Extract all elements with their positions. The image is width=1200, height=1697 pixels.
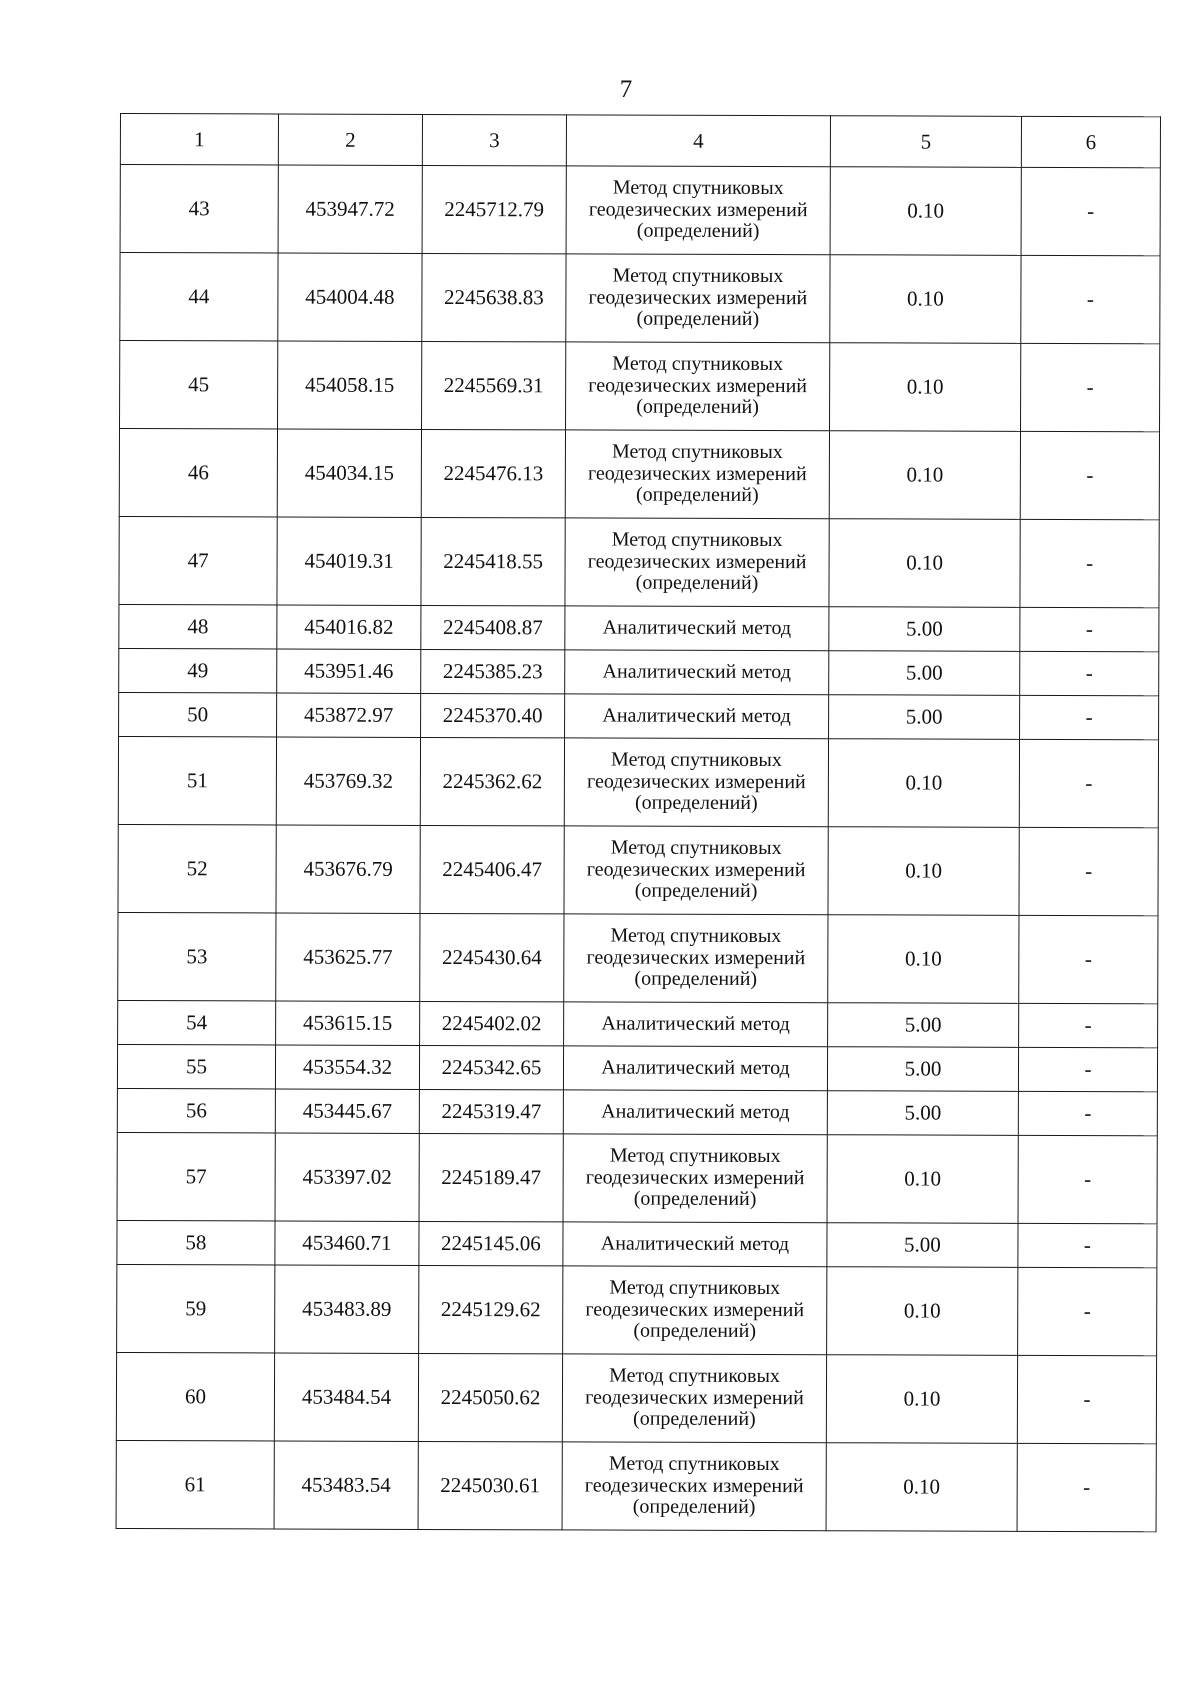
table-row (116, 1440, 1156, 1531)
y-coordinate-cell: 2245385.23 (421, 649, 565, 693)
method-cell: Метод спутниковых геодезических измерений (определений) (563, 1134, 827, 1223)
point-number-cell: 61 (116, 1440, 274, 1528)
x-coordinate-cell: 454034.15 (277, 429, 421, 517)
point-number-cell: 60 (116, 1352, 274, 1440)
y-coordinate-cell: 2245408.87 (421, 605, 565, 649)
description-cell: - (1017, 1443, 1156, 1531)
method-cell: Метод спутниковых геодезических измерений (определений) (566, 254, 830, 343)
table-row (119, 648, 1159, 695)
method-cell: Метод спутниковых геодезических измерений (определений) (562, 1442, 826, 1531)
table-body (116, 114, 1160, 1532)
table-row (120, 253, 1160, 344)
method-cell: Аналитический метод (563, 1222, 827, 1267)
description-cell: - (1017, 1355, 1156, 1443)
y-coordinate-cell: 2245638.83 (422, 253, 566, 341)
point-number-cell: 50 (119, 692, 277, 736)
table-row (120, 165, 1160, 256)
table-row (118, 824, 1158, 915)
point-number-cell: 58 (117, 1220, 275, 1264)
accuracy-cell: 5.00 (828, 1003, 1019, 1048)
accuracy-cell: 5.00 (827, 1047, 1018, 1092)
method-cell: Метод спутниковых геодезических измерений (определений) (565, 430, 829, 519)
point-number-cell: 57 (117, 1132, 275, 1220)
y-coordinate-cell: 2245476.13 (421, 429, 565, 517)
accuracy-cell: 0.10 (827, 1135, 1018, 1224)
y-coordinate-cell: 2245430.64 (420, 913, 564, 1001)
x-coordinate-cell: 453676.79 (276, 825, 420, 913)
y-coordinate-cell: 2245712.79 (422, 165, 566, 253)
x-coordinate-cell: 453445.67 (275, 1089, 419, 1133)
y-coordinate-cell: 2245406.47 (420, 825, 564, 913)
method-cell: Метод спутниковых геодезических измерений (определений) (564, 914, 828, 1003)
accuracy-cell: 5.00 (829, 607, 1020, 652)
header-cell: 2 (278, 114, 422, 165)
point-number-cell: 52 (118, 824, 276, 912)
header-cell: 4 (566, 115, 830, 167)
y-coordinate-cell: 2245342.65 (419, 1045, 563, 1089)
method-cell: Метод спутниковых геодезических измерений (определений) (566, 342, 830, 431)
method-cell: Аналитический метод (563, 1090, 827, 1135)
point-number-cell: 56 (117, 1088, 275, 1132)
x-coordinate-cell: 453615.15 (276, 1001, 420, 1045)
y-coordinate-cell: 2245569.31 (422, 341, 566, 429)
x-coordinate-cell: 454004.48 (278, 253, 422, 341)
y-coordinate-cell: 2245370.40 (421, 693, 565, 737)
header-cell: 3 (422, 114, 566, 165)
description-cell: - (1021, 255, 1160, 343)
accuracy-cell: 0.10 (829, 519, 1020, 608)
x-coordinate-cell: 453625.77 (276, 913, 420, 1001)
x-coordinate-cell: 453483.89 (275, 1265, 419, 1353)
method-cell: Аналитический метод (565, 650, 829, 695)
table-row (117, 1044, 1157, 1091)
x-coordinate-cell: 453951.46 (277, 649, 421, 693)
description-cell: - (1021, 343, 1160, 431)
description-cell: - (1021, 167, 1160, 255)
point-number-cell: 55 (117, 1044, 275, 1088)
method-cell: Метод спутниковых геодезических измерений (определений) (565, 518, 829, 607)
accuracy-cell: 0.10 (830, 255, 1021, 344)
point-number-cell: 53 (118, 912, 276, 1000)
point-number-cell: 46 (119, 429, 277, 517)
y-coordinate-cell: 2245050.62 (418, 1353, 562, 1441)
x-coordinate-cell: 453397.02 (275, 1133, 419, 1221)
x-coordinate-cell: 453947.72 (278, 165, 422, 253)
point-number-cell: 59 (117, 1264, 275, 1352)
accuracy-cell: 5.00 (827, 1223, 1018, 1268)
description-cell: - (1020, 431, 1159, 519)
y-coordinate-cell: 2245129.62 (419, 1265, 563, 1353)
point-number-cell: 43 (120, 165, 278, 253)
table-row (117, 1088, 1157, 1135)
point-number-cell: 49 (119, 648, 277, 692)
coordinates-sheet (116, 113, 1160, 1532)
x-coordinate-cell: 453460.71 (275, 1221, 419, 1265)
y-coordinate-cell: 2245362.62 (420, 737, 564, 825)
method-cell: Метод спутниковых геодезических измерений (определений) (564, 826, 828, 915)
point-number-cell: 45 (120, 341, 278, 429)
method-cell: Метод спутниковых геодезических измерений (определений) (563, 1266, 827, 1355)
point-number-cell: 54 (118, 1000, 276, 1044)
point-number-cell: 47 (119, 516, 277, 604)
y-coordinate-cell: 2245402.02 (420, 1001, 564, 1045)
accuracy-cell: 0.10 (826, 1443, 1017, 1532)
description-cell: - (1020, 651, 1159, 695)
description-cell: - (1018, 1223, 1157, 1267)
x-coordinate-cell: 454058.15 (278, 341, 422, 429)
accuracy-cell: 5.00 (827, 1091, 1018, 1136)
description-cell: - (1019, 915, 1158, 1003)
accuracy-cell: 0.10 (828, 827, 1019, 916)
method-cell: Аналитический метод (563, 1046, 827, 1091)
x-coordinate-cell: 453483.54 (274, 1441, 418, 1529)
header-cell: 6 (1021, 116, 1160, 167)
accuracy-cell: 0.10 (828, 915, 1019, 1004)
description-cell: - (1018, 1267, 1157, 1355)
y-coordinate-cell: 2245418.55 (421, 517, 565, 605)
table-row (116, 1352, 1156, 1443)
accuracy-cell: 5.00 (829, 695, 1020, 740)
description-cell: - (1020, 519, 1159, 607)
method-cell: Метод спутниковых геодезических измерений (определений) (562, 1354, 826, 1443)
x-coordinate-cell: 453769.32 (276, 737, 420, 825)
description-cell: - (1019, 827, 1158, 915)
table-row (119, 604, 1159, 651)
point-number-cell: 51 (118, 736, 276, 824)
table-row (117, 1220, 1157, 1267)
y-coordinate-cell: 2245030.61 (418, 1441, 562, 1529)
y-coordinate-cell: 2245145.06 (419, 1221, 563, 1265)
x-coordinate-cell: 454016.82 (277, 605, 421, 649)
table-row (119, 516, 1159, 607)
header-cell: 5 (830, 116, 1021, 168)
accuracy-cell: 0.10 (829, 431, 1020, 520)
table-row (120, 341, 1160, 432)
accuracy-cell: 5.00 (829, 651, 1020, 696)
table-row (119, 429, 1159, 520)
accuracy-cell: 0.10 (828, 739, 1019, 828)
table-row (117, 1264, 1157, 1355)
table-row (117, 1132, 1157, 1223)
description-cell: - (1019, 739, 1158, 827)
method-cell: Аналитический метод (565, 694, 829, 739)
accuracy-cell: 0.10 (830, 167, 1021, 256)
description-cell: - (1018, 1135, 1157, 1223)
method-cell: Аналитический метод (564, 1002, 828, 1047)
x-coordinate-cell: 453484.54 (274, 1353, 418, 1441)
header-cell: 1 (120, 114, 278, 165)
accuracy-cell: 0.10 (830, 343, 1021, 432)
point-number-cell: 44 (120, 253, 278, 341)
x-coordinate-cell: 453554.32 (275, 1045, 419, 1089)
page-number: 7 (619, 76, 633, 103)
x-coordinate-cell: 454019.31 (277, 517, 421, 605)
description-cell: - (1020, 695, 1159, 739)
description-cell: - (1018, 1047, 1157, 1091)
table-row (118, 912, 1158, 1003)
point-number-cell: 48 (119, 604, 277, 648)
description-cell: - (1020, 607, 1159, 651)
accuracy-cell: 0.10 (827, 1267, 1018, 1356)
table-row (118, 736, 1158, 827)
method-cell: Метод спутниковых геодезических измерений (определений) (564, 738, 828, 827)
method-cell: Метод спутниковых геодезических измерений (определений) (566, 166, 830, 255)
method-cell: Аналитический метод (565, 606, 829, 651)
table-row (119, 692, 1159, 739)
accuracy-cell: 0.10 (826, 1355, 1017, 1444)
description-cell: - (1019, 1003, 1158, 1047)
coordinates-table (116, 113, 1161, 1532)
y-coordinate-cell: 2245319.47 (419, 1089, 563, 1133)
description-cell: - (1018, 1091, 1157, 1135)
header-row (120, 114, 1160, 168)
x-coordinate-cell: 453872.97 (277, 693, 421, 737)
y-coordinate-cell: 2245189.47 (419, 1133, 563, 1221)
table-row (118, 1000, 1158, 1047)
